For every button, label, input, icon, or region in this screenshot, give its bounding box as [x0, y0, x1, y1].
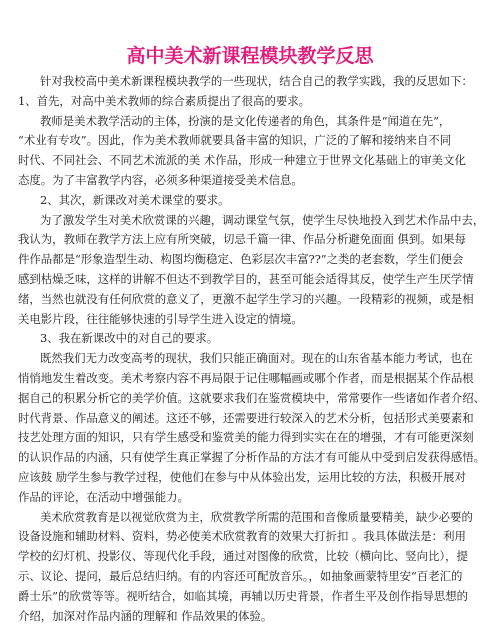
paragraph-line: 美术欣赏教育是以视觉欣赏为主，欣赏教学所需的范围和音像质量要精美，缺少必要的	[40, 509, 473, 524]
paragraph-line: 绪，当然也就没有任何欣赏的意义了，更激不起学生学习的兴趣。一段精彩的视频，或是相	[18, 291, 474, 306]
document-body	[18, 72, 486, 626]
paragraph-line: 为了激发学生对美术欣赏课的兴趣，调动课堂气氛，使学生尽快地投入到艺术作品中去，	[40, 212, 485, 227]
paragraph-line: 设备设施和辅助材料、资料，势必使美术欣赏教育的效果大打折扣 。我具体做法是：利用	[18, 529, 466, 544]
paragraph-line: “术业有专攻”。因此，作为美术教师就要具备丰富的知识，广泛的了解和接纳来自不同	[18, 133, 452, 148]
paragraph-line: 应该鼓 励学生参与教学过程，使他们在参与中从体验出发，运用比较的方法，积极开展对	[18, 469, 466, 484]
paragraph-line: 时代背景、作品意义的阐述。这还不够，还需要进行较深入的艺术分析，包括形式美要素和	[18, 410, 474, 425]
paragraph-line: 教师是美术教学活动的主体，扮演的是文化传递者的角色，其条件是“闻道在先”，	[40, 113, 451, 128]
paragraph-line: 关电影片段，往往能够快速的引导学生进入设定的情境。	[18, 311, 303, 326]
paragraph-line: 件作品都是“形象造型生动、构图均衡稳定、色彩层次丰富??”之类的老套数，学生们便会	[18, 252, 464, 267]
section-heading-3: 3、我在新课改中的对自己的要求。	[40, 331, 219, 346]
section-heading-2: 2、其次，新课改对美术课堂的要求。	[40, 192, 230, 207]
paragraph-line: 时代、不同社会、不同艺术流派的美 术作品，形成一种建立于世界文化基础上的审美文化	[18, 153, 466, 168]
paragraph-line: 的认识作品的内涵，只有使学生真正掌握了分析作品的方法才有可能从中受到启发获得感悟。	[18, 450, 486, 465]
paragraph-line: 感到枯燥乏味，这样的讲解不但达不到教学目的，甚至可能会适得其反，使学生产生厌学情	[18, 271, 474, 286]
paragraph-line: 示、议论、提问，最后总结归纳。有的内容还可配放音乐。，如抽象画蒙特里安“百老汇的	[18, 568, 463, 583]
paragraph-line: 针对我校高中美术新课程模块教学的一些现状，结合自己的教学实践，我的反思如下：	[40, 74, 473, 88]
paragraph-line: 既然我们无力改变高考的现状，我们只能正确面对。现在的山东省基本能力考试，也在	[40, 351, 473, 366]
paragraph-line: 技艺处理方面的知识，只有学生感受和鉴赏美的能力得到实实在在的增强，才有可能更深刻	[18, 430, 474, 445]
paragraph-line: 学校的幻灯机、投影仪、等现代化手段，通过对图像的欣赏，比较（横向比、竖向比），提	[18, 549, 468, 564]
document-title: 高中美术新课程模块教学反思	[126, 45, 374, 67]
paragraph-line: 爵士乐”的欣赏等等。视听结合，如临其境，再辅以历史背景，作者生平及创作指导思想的	[18, 588, 469, 603]
paragraph-line: 我认为，教师在教学方法上应有所突破，切忌千篇一律、作品分析避免面面 俱到。如果每	[18, 232, 466, 247]
paragraph-line: 作品的评论，在活动中增强能力。	[18, 489, 189, 504]
paragraph-line: 态度。为了丰富教学内容，必须多种渠道接受美术信息。	[18, 172, 303, 187]
paragraph-line: 悄悄地发生着改变。美术考察内容不再局限于记住哪幅画或哪个作者，而是根据某个作品根	[18, 370, 474, 385]
paragraph-line: 据自己的积累分析它的美学价值。这就要求我们在鉴赏模块中，常常要作一些诸如作者介绍、	[18, 390, 486, 405]
paragraph-line: 介绍，加深对作品内涵的理解和 作品效果的体验。	[18, 608, 273, 623]
section-heading-1: 1、首先，对高中美术教师的综合素质提出了很高的要求。	[18, 93, 311, 108]
